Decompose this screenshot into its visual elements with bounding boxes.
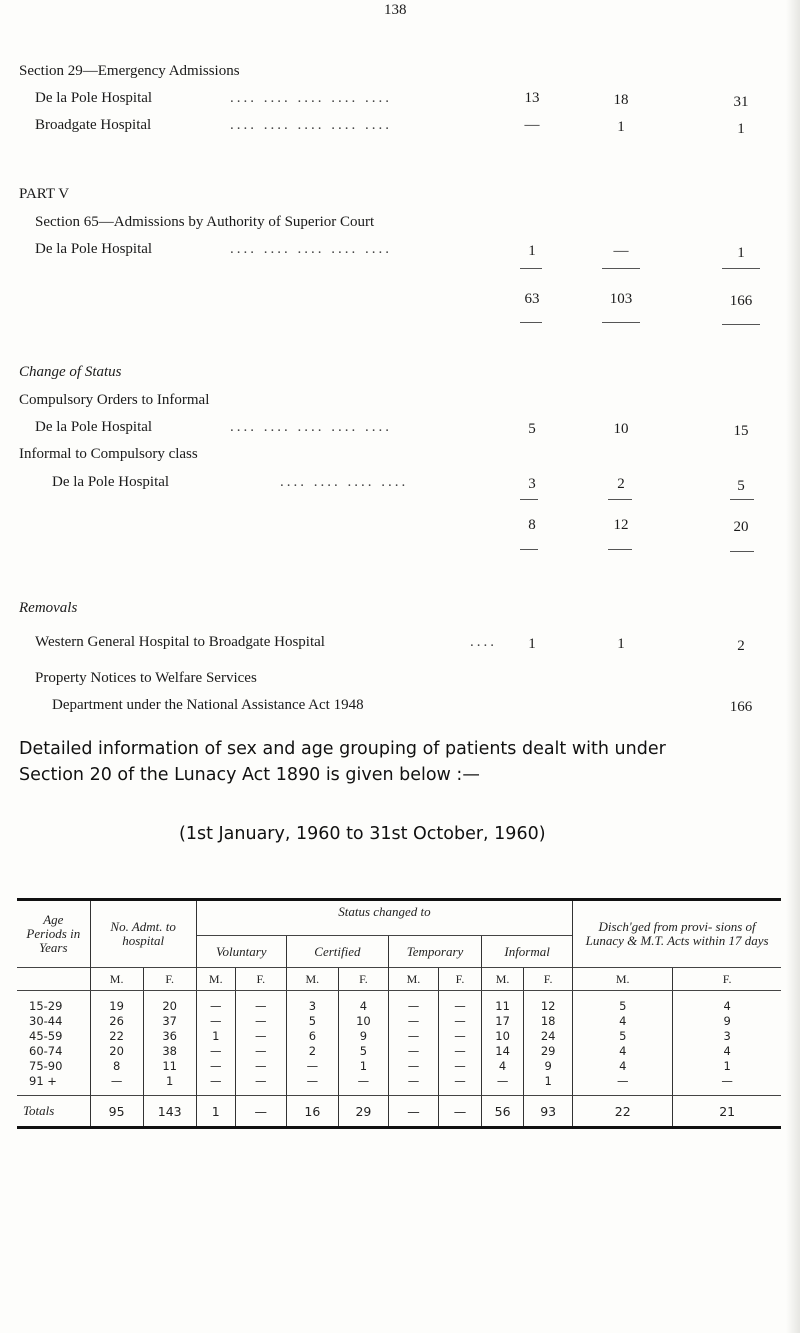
total-cell: 29	[338, 1096, 388, 1128]
total-cell: 21	[673, 1096, 781, 1128]
sum-rule	[520, 268, 542, 269]
intro-line: Section 20 of the Lunacy Act 1890 is given below :—	[19, 765, 480, 785]
total-cell: —	[235, 1096, 286, 1128]
sex-label: M.	[196, 968, 235, 991]
age-period: 91 +	[29, 1074, 57, 1088]
sex-label: F.	[338, 968, 388, 991]
table-cell: 3	[673, 1029, 781, 1044]
total-cell: 56	[482, 1096, 524, 1128]
total-cell: 8	[528, 517, 536, 533]
row-label: Broadgate Hospital	[35, 117, 152, 133]
table-row	[17, 991, 781, 1015]
table-cell: —	[286, 1074, 338, 1096]
status-certified: Certified	[286, 936, 388, 968]
table-cell: 5	[286, 1014, 338, 1029]
table-cell: 1	[524, 1074, 573, 1096]
total-cell: 93	[524, 1096, 573, 1128]
row-label: De la Pole Hospital	[35, 90, 153, 106]
table-row	[17, 1059, 781, 1074]
table-cell: —	[196, 1014, 235, 1029]
table-cell: 1	[338, 1059, 388, 1074]
leader-dots: .... .... .... .... ....	[230, 117, 392, 133]
table-cell: —	[235, 1044, 286, 1059]
age-period: 45-59	[29, 1029, 63, 1043]
table-cell: 38	[143, 1044, 196, 1059]
change-status-heading: Change of Status	[19, 364, 122, 380]
table-cell: 8	[90, 1059, 143, 1074]
table-cell: 2	[286, 1044, 338, 1059]
table-cell: —	[388, 1059, 438, 1074]
totals-label: Totals	[17, 1096, 90, 1128]
cell: 1	[528, 636, 536, 652]
total-cell: 12	[613, 517, 629, 533]
sex-label: F.	[439, 968, 482, 991]
cell: 1	[737, 245, 745, 261]
sum-rule	[722, 324, 760, 325]
sex-label: M.	[90, 968, 143, 991]
cell: 1	[528, 243, 536, 259]
total-cell: —	[439, 1096, 482, 1128]
table-cell: —	[235, 1029, 286, 1044]
table-cell: 14	[482, 1044, 524, 1059]
table-cell: 9	[338, 1029, 388, 1044]
table-cell: 18	[524, 1014, 573, 1029]
table-cell: —	[286, 1059, 338, 1074]
table-cell: 10	[482, 1029, 524, 1044]
table-cell: 6	[286, 1029, 338, 1044]
table-cell: —	[439, 1014, 482, 1029]
col-admt-header: No. Admt. to hospital	[90, 900, 196, 968]
table-cell: —	[196, 1044, 235, 1059]
row-label: De la Pole Hospital	[35, 241, 153, 257]
table-cell: —	[573, 1074, 673, 1096]
table-cell: —	[439, 1044, 482, 1059]
section29-heading: Section 29—Emergency Admissions	[19, 63, 240, 79]
row-label: Western General Hospital to Broadgate Hospital	[35, 634, 325, 650]
row-label: De la Pole Hospital	[52, 474, 170, 490]
table-cell: —	[673, 1074, 781, 1096]
leader-dots: .... .... .... ....	[280, 474, 409, 490]
table-cell: —	[235, 1059, 286, 1074]
row-label: Property Notices to Welfare Services	[35, 670, 257, 686]
table-cell: —	[388, 1029, 438, 1044]
table-cell: 24	[524, 1029, 573, 1044]
cell: 1	[617, 119, 625, 135]
table-cell: —	[439, 1029, 482, 1044]
table-cell: —	[235, 1014, 286, 1029]
table-cell: —	[338, 1074, 388, 1096]
row-label: De la Pole Hospital	[35, 419, 153, 435]
cell: —	[613, 243, 629, 259]
subheading: Informal to Compulsory class	[19, 446, 198, 462]
table-cell: —	[196, 991, 235, 1015]
table-cell: 1	[143, 1074, 196, 1096]
intro-line: Detailed information of sex and age grouping of patients dealt with under	[19, 739, 666, 759]
table-cell: —	[90, 1074, 143, 1096]
total-cell: 22	[573, 1096, 673, 1128]
sex-label: M.	[573, 968, 673, 991]
table-cell: —	[388, 1014, 438, 1029]
age-period: 15-29	[29, 999, 63, 1013]
sum-rule	[730, 551, 754, 552]
table-cell: 11	[143, 1059, 196, 1074]
table-cell: —	[235, 991, 286, 1015]
cell: 1	[617, 636, 625, 652]
age-period: 60-74	[29, 1044, 63, 1058]
col-disch-header: Disch'ged from provi- sions of Lunacy & M.T. Acts within 17 days	[573, 900, 781, 968]
sum-rule	[722, 268, 760, 269]
table-cell: 4	[573, 1014, 673, 1029]
age-sex-table	[17, 898, 781, 1129]
table-cell: —	[439, 1074, 482, 1096]
page-number: 138	[384, 2, 407, 18]
cell: 3	[528, 476, 536, 492]
status-voluntary: Voluntary	[196, 936, 286, 968]
col-age-header: Age Periods in Years	[26, 912, 81, 955]
table-cell: —	[196, 1059, 235, 1074]
sex-label: M.	[482, 968, 524, 991]
cell: 10	[613, 421, 629, 437]
sex-label: M.	[286, 968, 338, 991]
table-cell: —	[482, 1074, 524, 1096]
age-period: 30-44	[29, 1014, 63, 1028]
age-period: 75-90	[29, 1059, 63, 1073]
table-cell: —	[388, 1074, 438, 1096]
sum-rule	[602, 268, 640, 269]
col-status-header: Status changed to	[196, 900, 572, 936]
table-cell: 4	[482, 1059, 524, 1074]
sum-rule	[520, 322, 542, 323]
leader-dots: ....	[470, 634, 497, 650]
total-cell: —	[388, 1096, 438, 1128]
table-cell: 9	[673, 1014, 781, 1029]
removals-heading: Removals	[19, 600, 78, 616]
sex-label: F.	[143, 968, 196, 991]
table-cell: 19	[90, 991, 143, 1015]
table-cell: 29	[524, 1044, 573, 1059]
table-cell: 1	[196, 1029, 235, 1044]
table-cell: 4	[573, 1044, 673, 1059]
cell: 13	[524, 90, 540, 106]
page-edge-shadow	[786, 0, 800, 1333]
table-cell: —	[388, 991, 438, 1015]
table-cell: 12	[524, 991, 573, 1015]
sum-rule	[520, 549, 538, 550]
table-cell: 20	[90, 1044, 143, 1059]
table-cell: 26	[90, 1014, 143, 1029]
leader-dots: .... .... .... .... ....	[230, 419, 392, 435]
total-cell: 1	[196, 1096, 235, 1128]
sum-rule	[520, 499, 538, 500]
sex-label: F.	[235, 968, 286, 991]
period-line: (1st January, 1960 to 31st October, 1960)	[179, 824, 546, 844]
sum-rule	[730, 499, 754, 500]
table-cell: —	[235, 1074, 286, 1096]
table-cell: 3	[286, 991, 338, 1015]
table-cell: 37	[143, 1014, 196, 1029]
table-cell: —	[439, 1059, 482, 1074]
cell: 5	[737, 478, 745, 494]
table-cell: —	[388, 1044, 438, 1059]
table-row	[17, 1044, 781, 1059]
sum-rule	[608, 549, 632, 550]
row-label: Department under the National Assistance Act 1948	[52, 697, 364, 713]
total-cell: 95	[90, 1096, 143, 1128]
total-cell: 16	[286, 1096, 338, 1128]
table-row	[17, 1014, 781, 1029]
cell: 2	[617, 476, 625, 492]
cell: 31	[733, 94, 749, 110]
total-cell: 20	[733, 519, 749, 535]
sum-rule	[608, 499, 632, 500]
table-cell: 5	[338, 1044, 388, 1059]
table-cell: 4	[673, 1044, 781, 1059]
sex-row-blank	[17, 968, 90, 991]
table-cell: 10	[338, 1014, 388, 1029]
table-cell: 4	[573, 1059, 673, 1074]
cell: 166	[729, 699, 753, 715]
table-cell: 22	[90, 1029, 143, 1044]
table-cell: 1	[673, 1059, 781, 1074]
total-cell: 166	[729, 293, 753, 309]
leader-dots: .... .... .... .... ....	[230, 241, 392, 257]
table-cell: 5	[573, 991, 673, 1015]
cell: 15	[733, 423, 749, 439]
leader-dots: .... .... .... .... ....	[230, 90, 392, 106]
section65-heading: Section 65—Admissions by Authority of Superior Court	[35, 214, 375, 230]
part-heading: PART V	[19, 186, 70, 202]
table-cell: 36	[143, 1029, 196, 1044]
table-row	[17, 1074, 781, 1096]
table-cell: 17	[482, 1014, 524, 1029]
table-cell: 5	[573, 1029, 673, 1044]
table-cell: 4	[673, 991, 781, 1015]
table-cell: —	[196, 1074, 235, 1096]
cell: 5	[528, 421, 536, 437]
table-cell: 9	[524, 1059, 573, 1074]
cell: —	[524, 117, 540, 133]
total-cell: 143	[143, 1096, 196, 1128]
status-informal: Informal	[482, 936, 573, 968]
table-cell: —	[439, 991, 482, 1015]
cell: 18	[613, 92, 629, 108]
table-row	[17, 1029, 781, 1044]
cell: 1	[737, 121, 745, 137]
cell: 2	[737, 638, 745, 654]
subheading: Compulsory Orders to Informal	[19, 392, 210, 408]
table-cell: 20	[143, 991, 196, 1015]
table-cell: 4	[338, 991, 388, 1015]
sum-rule	[602, 322, 640, 323]
table-cell: 11	[482, 991, 524, 1015]
sex-label: M.	[388, 968, 438, 991]
total-cell: 63	[524, 291, 540, 307]
total-cell: 103	[609, 291, 633, 307]
status-temporary: Temporary	[388, 936, 481, 968]
sex-label: F.	[673, 968, 781, 991]
sex-label: F.	[524, 968, 573, 991]
